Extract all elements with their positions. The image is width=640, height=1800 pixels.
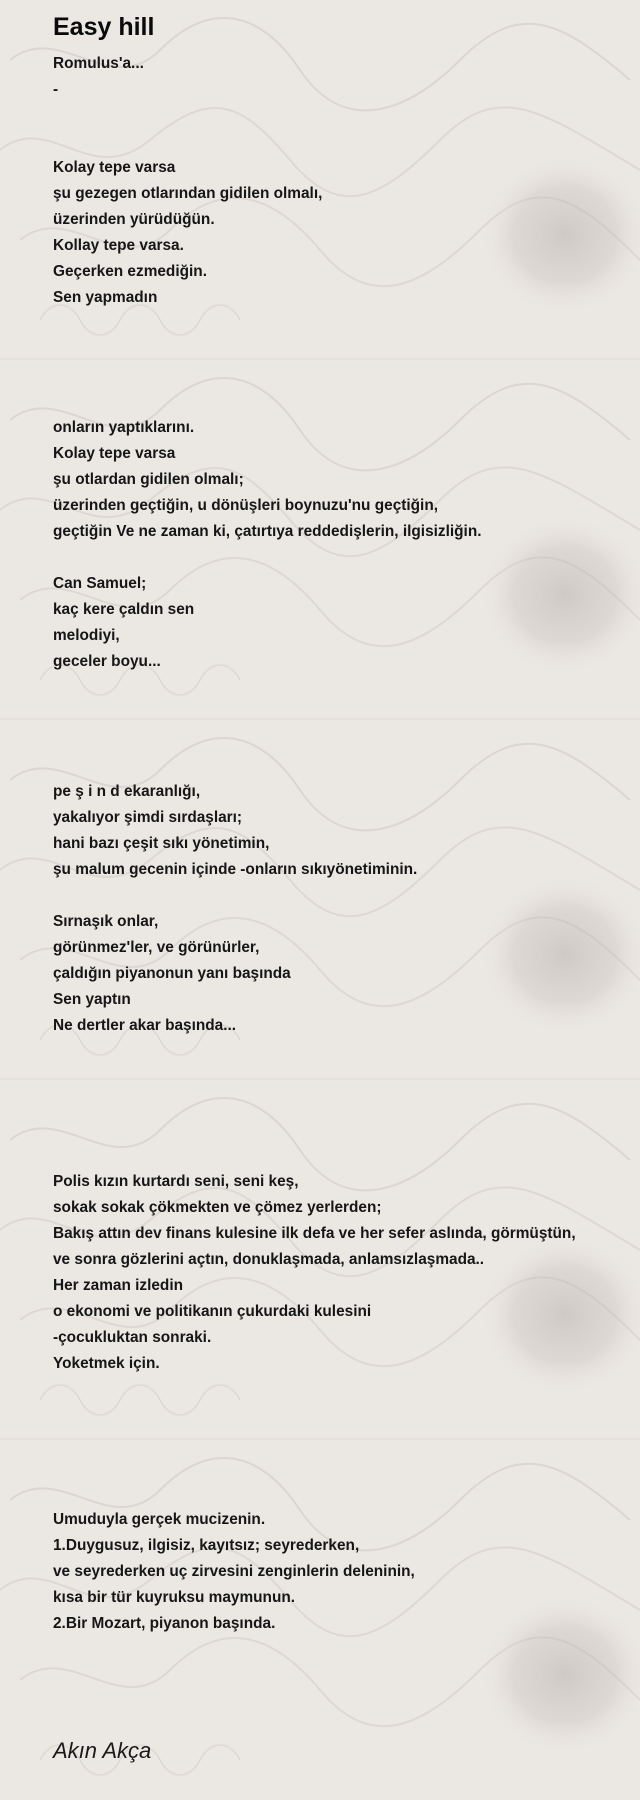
poem-line: üzerinden yürüdüğün.: [53, 211, 215, 228]
stanza-gap: [53, 1065, 628, 1091]
poem-line: Can Samuel;: [53, 575, 147, 592]
poem-line: 1.Duygusuz, ilgisiz, kayıtsız; seyrederken,: [53, 1537, 360, 1554]
poem-line: şu gezegen otlarından gidilen olmalı,: [53, 185, 323, 202]
poem-line: üzerinden geçtiğin, u dönüşleri boynuzu'nu geçtiğin,: [53, 497, 439, 514]
poem-line: ve seyrederken uç zirvesini zenginlerin deleninin,: [53, 1563, 415, 1580]
poem-line: -çocukluktan sonraki.: [53, 1329, 212, 1346]
poem-line: Sen yapmadın: [53, 289, 158, 306]
poem-line: geçtiğin Ve ne zaman ki, çatırtıya reddedişlerin, ilgisizliğin.: [53, 523, 482, 540]
poem-line: yakalıyor şimdi sırdaşları;: [53, 809, 243, 826]
poem-line: Yoketmek için.: [53, 1355, 160, 1372]
poem-line: Sen yaptın: [53, 991, 131, 1008]
stanza-gap: [53, 727, 628, 753]
poem-line: Romulus'a...: [53, 55, 144, 72]
poem-line: Kolay tepe varsa: [53, 445, 176, 462]
stanza-gap: [53, 1091, 628, 1117]
stanza-gap: [53, 1143, 628, 1169]
poem-line: ve sonra gözlerini açtın, donuklaşmada, anlamsızlaşmada..: [53, 1251, 485, 1268]
poem-line: -: [53, 81, 59, 98]
stanza-gap: [53, 363, 628, 389]
stanza-gap: [53, 337, 628, 363]
poem-line: kısa bir tür kuyruksu maymunun.: [53, 1589, 296, 1606]
poem-line: Her zaman izledin: [53, 1277, 184, 1294]
stanza-gap: [53, 1455, 628, 1481]
stanza-gap: [53, 701, 628, 727]
poem-line: geceler boyu...: [53, 653, 161, 670]
poem-title: Easy hill: [53, 13, 155, 41]
stanza-gap: [53, 1377, 628, 1403]
poem-line: şu malum gecenin içinde -onların sıkıyönetiminin.: [53, 861, 418, 878]
poem-line: şu otlardan gidilen olmalı;: [53, 471, 244, 488]
stanza-gap: [53, 545, 628, 571]
poem-line: Ne dertler akar başında...: [53, 1017, 237, 1034]
poem-line: onların yaptıklarını.: [53, 419, 195, 436]
stanza-gap: [53, 311, 628, 337]
poem-line: o ekonomi ve politikanın çukurdaki kulesini: [53, 1303, 372, 1320]
poem-line: kaç kere çaldın sen: [53, 601, 195, 618]
poem-line: sokak sokak çökmekten ve çömez yerlerden;: [53, 1199, 382, 1216]
stanza-gap: [53, 1429, 628, 1455]
poem-line: Bakış attın dev finans kulesine ilk defa ve her sefer aslında, görmüştün,: [53, 1225, 576, 1242]
poem-line: Geçerken ezmediğin.: [53, 263, 207, 280]
poem-line: hani bazı çeşit sıkı yönetimin,: [53, 835, 270, 852]
poem-line: Sırnaşık onlar,: [53, 913, 159, 930]
poem-line: görünmez'ler, ve görünürler,: [53, 939, 260, 956]
stanza-gap: [53, 1481, 628, 1507]
poem-line: Kolay tepe varsa: [53, 159, 176, 176]
poem-line: pe ş i n d ekaranlığı,: [53, 783, 201, 800]
stanza-gap: [53, 1039, 628, 1065]
stanza-gap: [53, 103, 628, 129]
poem-line: Kollay tepe varsa.: [53, 237, 184, 254]
stanza-gap: [53, 389, 628, 415]
stanza-gap: [53, 1403, 628, 1429]
stanza-gap: [53, 753, 628, 779]
poem-line: Polis kızın kurtardı seni, seni keş,: [53, 1173, 299, 1190]
stanza-gap: [53, 675, 628, 701]
poem-line: 2.Bir Mozart, piyanon başında.: [53, 1615, 276, 1632]
stanza-gap: [53, 883, 628, 909]
poem-line: melodiyi,: [53, 627, 120, 644]
poem-line: çaldığın piyanonun yanı başında: [53, 965, 291, 982]
stanza-gap: [53, 129, 628, 155]
poem-body: [53, 51, 628, 1637]
poem-line: Umuduyla gerçek mucizenin.: [53, 1511, 266, 1528]
stanza-gap: [53, 1117, 628, 1143]
poem-author: Akın Akça: [53, 1738, 152, 1763]
